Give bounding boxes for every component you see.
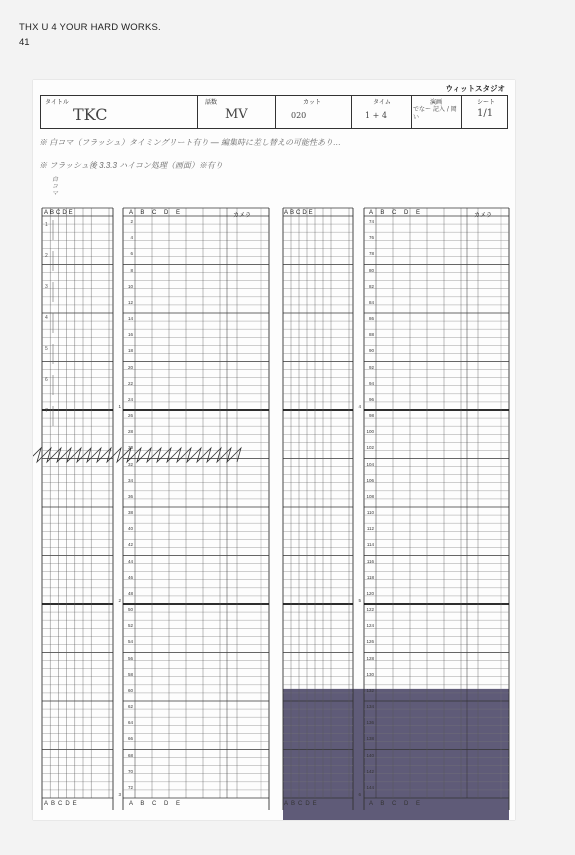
timing-mark: 3	[45, 284, 48, 290]
action-columns-header: A B C D E	[129, 210, 184, 216]
frame-number: 30	[127, 445, 133, 451]
timesheet	[33, 80, 515, 820]
frame-number: 38	[127, 510, 133, 516]
bottom-letters-3: ABCDE	[284, 801, 320, 807]
frame-number: 68	[127, 752, 133, 758]
frame-number: 28	[127, 429, 133, 435]
page-number: 41	[19, 37, 30, 48]
frame-number: 52	[127, 623, 133, 629]
frame-number: 40	[127, 526, 133, 532]
timing-mark: 5	[45, 346, 48, 352]
cut-label: カット	[303, 100, 321, 106]
studio-name: ウィットスタジオ	[445, 84, 505, 93]
time-label: タイム	[373, 100, 391, 106]
frame-number: 72	[127, 784, 133, 790]
frame-number: 56	[127, 655, 133, 661]
frame-number: 54	[127, 639, 133, 645]
timesheet-grid	[33, 80, 515, 820]
episode-label: 話数	[205, 100, 218, 106]
frame-number: 108	[366, 493, 374, 499]
frame-number: 22	[127, 380, 133, 386]
frame-number: 112	[366, 526, 374, 532]
cut-value: 020	[291, 111, 307, 120]
frame-number: 120	[366, 590, 374, 596]
second-marker: 6	[358, 792, 361, 797]
frame-number: 34	[127, 477, 133, 483]
frame-number: 14	[127, 316, 133, 322]
frame-number: 70	[127, 768, 133, 774]
sheet-label: シート	[477, 100, 496, 106]
scribble-strike	[33, 448, 241, 462]
frame-number: 4	[130, 235, 133, 241]
second-marker: 2	[118, 598, 121, 603]
frame-number: 86	[368, 316, 374, 322]
book-caption: THX U 4 YOUR HARD WORKS.	[19, 22, 161, 33]
left-columns-header-2: ABCDE	[284, 210, 315, 216]
frame-number: 92	[368, 364, 374, 370]
director-label: 演画	[430, 100, 443, 106]
episode-value: MV	[225, 107, 248, 122]
frame-number: 130	[366, 671, 374, 677]
frame-number: 60	[127, 687, 133, 693]
frame-number: 106	[366, 477, 374, 483]
camera-header: カメラ	[233, 213, 252, 219]
frame-number: 96	[368, 396, 374, 402]
frame-number: 144	[366, 784, 374, 790]
frame-number: 58	[127, 671, 133, 677]
camera-header-2: カメラ	[474, 213, 493, 219]
frame-number: 74	[368, 219, 374, 225]
frame-number: 50	[127, 607, 133, 613]
frame-number: 24	[127, 396, 133, 402]
frame-number: 140	[366, 752, 374, 758]
time-value: 1 + 4	[365, 111, 387, 120]
frame-number: 12	[127, 299, 133, 305]
note-line: 白 コ マ	[52, 177, 59, 197]
frame-number: 118	[366, 574, 374, 580]
frame-number: 114	[366, 542, 374, 548]
frame-number: 142	[366, 768, 374, 774]
frame-number: 94	[368, 380, 374, 386]
frame-number: 8	[130, 267, 133, 273]
second-marker: 5	[358, 598, 361, 603]
frame-number: 116	[366, 558, 374, 564]
frame-number: 66	[127, 736, 133, 742]
frame-number: 10	[127, 283, 133, 289]
frame-number: 98	[368, 413, 374, 419]
frame-number: 78	[368, 251, 374, 257]
timing-mark: 7	[45, 408, 48, 414]
frame-number: 76	[368, 235, 374, 241]
frame-number: 138	[366, 736, 374, 742]
frame-number: 62	[127, 704, 133, 710]
frame-number: 122	[366, 607, 374, 613]
frame-number: 80	[368, 267, 374, 273]
frame-number: 6	[130, 251, 133, 257]
frame-number: 46	[127, 574, 133, 580]
timing-mark: 1	[45, 222, 48, 228]
frame-number: 82	[368, 283, 374, 289]
frame-number: 136	[366, 720, 374, 726]
frame-number: 18	[127, 348, 133, 354]
frame-number: 134	[366, 704, 374, 710]
frame-number: 100	[366, 429, 374, 435]
second-marker: 1	[118, 404, 121, 409]
timing-mark: 4	[45, 315, 48, 321]
frame-number: 104	[366, 461, 374, 467]
frame-number: 16	[127, 332, 133, 338]
second-marker: 3	[118, 792, 121, 797]
frame-number: 110	[366, 510, 374, 516]
bottom-letters-4: A B C D E	[369, 801, 424, 807]
frame-number: 128	[366, 655, 374, 661]
bottom-letters-2: A B C D E	[129, 801, 184, 807]
second-marker: 4	[358, 404, 361, 409]
frame-number: 36	[127, 493, 133, 499]
action-columns-header-2: A B C D E	[369, 210, 424, 216]
title-label: タイトル	[45, 100, 69, 106]
frame-number: 26	[127, 413, 133, 419]
frame-number: 90	[368, 348, 374, 354]
frame-number: 102	[366, 445, 374, 451]
note-line: ※ フラッシュ後 3.3.3 ハイコン処理（画面）※有り	[39, 161, 223, 170]
frame-number: 44	[127, 558, 133, 564]
frame-number: 20	[127, 364, 133, 370]
timing-mark: 6	[45, 377, 48, 383]
frame-number: 2	[130, 219, 133, 225]
bottom-letters-1: ABCDE	[44, 801, 80, 807]
left-columns-header: ABCDE	[44, 210, 75, 216]
frame-number: 124	[366, 623, 374, 629]
frame-number: 126	[366, 639, 374, 645]
frame-number: 132	[366, 687, 374, 693]
timing-mark: 2	[45, 253, 48, 259]
frame-number: 42	[127, 542, 133, 548]
frame-number: 88	[368, 332, 374, 338]
director-value: でなー 記入 / 岡い	[413, 106, 457, 121]
title-value: TKC	[73, 105, 108, 124]
frame-number: 64	[127, 720, 133, 726]
sheet-value: 1/1	[477, 108, 494, 119]
frame-number: 48	[127, 590, 133, 596]
note-line: ※ 白コマ（フラッシュ）タイミングリート有り — 編集時に差し替えの可能性あり…	[39, 138, 342, 147]
frame-number: 32	[127, 461, 133, 467]
frame-number: 84	[368, 299, 374, 305]
